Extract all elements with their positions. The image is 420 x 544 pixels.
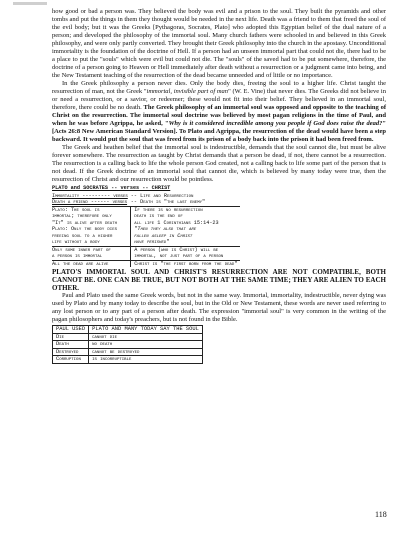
comparison-cell: Only some inner part of <box>52 246 131 253</box>
comparison-cell: Plato: Only the body dies <box>52 226 117 232</box>
words-table-row <box>53 333 203 341</box>
p2-bold-italic-quote: Why is it considered incredible among you people if God does raise the dead? <box>168 120 383 127</box>
words-table-cell: cannot be destroyed <box>89 348 203 356</box>
comparison-cell: Christ is "the first born from the dead" <box>131 260 241 267</box>
comparison-row <box>52 239 240 246</box>
comparison-cell: have perished" <box>131 239 241 246</box>
page-number: 118 <box>375 510 387 519</box>
comparison-cell: freeing soul to a higher <box>52 232 113 239</box>
comparison-cell: immortal; therefore only <box>52 213 112 219</box>
words-table-cell: cannot die <box>89 333 203 341</box>
p2-italic-quote: immortal, invisible part of man <box>146 88 229 95</box>
comparison-cell: If there is no resurrection <box>131 206 241 213</box>
comparison-cell: death is the end of <box>131 213 241 220</box>
p2-bold-text-end: " [Acts 26:8 New American Standard Version]. To Plato and Agrippa, the resurrection of the dead would have been a step backward. It would put the soul that was freed from its prison of a body back into the prison it had been freed from. <box>52 120 386 143</box>
words-table-cell: Corruption <box>53 356 89 364</box>
comparison-row <box>52 199 240 206</box>
words-table-cell: Die <box>53 333 89 341</box>
comparison-cell: A person (who is Christ) will be <box>131 246 241 253</box>
comparison-cell: Death a friend ------ verses <box>52 199 128 205</box>
words-table-row <box>53 356 203 364</box>
comparison-row <box>52 246 240 253</box>
words-table <box>52 325 203 364</box>
comparison-cell: All the dead are alive <box>52 260 131 267</box>
p2-bold-text: The Greek philosophy of an immortal soul was opposed and opposite to the teaching of Christ on the resurrection. The immortal soul doctrine was believed by most pagan religions in the time of Paul, and when he was before Agrippa, he asked, " <box>52 104 386 127</box>
paragraph-4: Paul and Plato used the same Greek words, but not in the same way. Immortal, immortality, indestructible, never dying was used by Plato and by many today to describe the soul, but in the Old or New Testament, these words are never used referring to any lost person or to any part of a person after death. The expression "immortal soul" is very common in the writing of the pagan philosophers and today's preachers, but is not found in the Bible. <box>52 292 386 323</box>
comparison-cell: -- Death is "the last enemy" <box>130 199 206 205</box>
words-table-header: PLATO AND MANY TODAY SAY THE SOUL <box>89 326 203 334</box>
words-table-row <box>53 348 203 356</box>
comparison-cell: Plato: The soul is <box>52 206 131 213</box>
comparison-cell: "Then they also that are <box>131 226 241 233</box>
comparison-row <box>52 206 240 213</box>
comparison-cell: all life 1 Corinthians 15:14-23 <box>131 220 241 227</box>
paragraph-1: how good or bad a person was. They believed the body was evil and a prison to the soul. They built the pyramids and other tombs and put the things in them they thought would be needed in the next life. Death was a friend to them that freed the soul of the evil body; but it was the Greeks [Pythagoras, Socrates, Plato] who adopted this Egyptian belief of the dual nature of a person; and developed the philosophy of the immortal soul. Many church fathers were schooled in and believed in this Greek philosophy, and were only partly converted. They brought their Greek philosophy into the church in the apostasy. Unconditional immortality is the foundation of the doctrine of Hell. If a person had an unseen immortal part that could not die, there had to be a place to put the "souls" which were evil but could not die. The "souls" of the saved had to be put somewhere, therefore, the doctrine of a person going to Heaven or Hell immediately after death without a resurrection or a judgment came into being, and the New Testament teaching of the resurrection of the dead became unneeded and of little or no importance. <box>52 8 386 79</box>
comparison-cell: a person is immortal <box>52 253 103 259</box>
words-table-header-row <box>53 326 203 334</box>
words-table-cell: is incorruptible <box>89 356 203 364</box>
comparison-row <box>52 260 240 267</box>
comparison-cell: fallen asleep in Christ <box>131 233 241 240</box>
scan-mark <box>13 2 47 5</box>
comparison-cell: life without a body <box>52 239 100 245</box>
paragraph-2 <box>52 80 386 144</box>
comparison-row <box>52 253 240 260</box>
p2-text-a: In the Greek philosophy a person never dies. Only the body dies, freeing the soul to a higher life. Christ taught the resurrection of man, not the Greek " <box>52 80 386 95</box>
comparison-cell: -- Life and Resurrection <box>130 192 194 199</box>
words-table-cell: Destroyed <box>53 348 89 356</box>
words-table-header: PAUL USED <box>53 326 89 334</box>
comparison-table <box>52 193 240 268</box>
words-table-row <box>53 341 203 349</box>
words-table-cell: no death <box>89 341 203 349</box>
comparison-cell: Immortality --------- verses <box>52 192 128 199</box>
p2-text-c: " (W. E. Vine) that never dies. The Greeks did not believe in or need a resurrection, or a savior, or redeemer; these would not fit into their belief. They believed in an immortal soul, therefore, there could be no death. <box>52 88 386 111</box>
page-content <box>52 8 386 364</box>
comparison-cell: immortal, not just part of a person <box>131 253 241 260</box>
paragraph-3: The Greek and heathen belief that the immortal soul is indestructible, demands that the soul cannot die, but must be alive forever somewhere. The resurrection as taught by Christ demands that a person be dead, if not, there cannot be a resurrection. The resurrection is a calling back to life the whole person God created, not a calling back to life some part of the person that is not dead. If the Greek doctrine of an immortal soul that cannot die, which is believed by many today were true, then the resurrection of Christ and our resurrection would be pointless. <box>52 144 386 183</box>
comparison-cell: "It" is alive after death <box>52 219 117 226</box>
section-heading: PLATO'S IMMORTAL SOUL AND CHRIST'S RESURRECTION ARE NOT COMPATIBLE, BOTH CANNOT BE. ONE CAN BE TRUE, BUT NOT BOTH AT THE SAME TIME; THEY ARE ALIEN TO EACH OTHER. <box>52 268 386 292</box>
words-table-cell: Death <box>53 341 89 349</box>
comparison-header: PLATO and SOCRATES -- verses -- CHRIST <box>52 185 171 191</box>
